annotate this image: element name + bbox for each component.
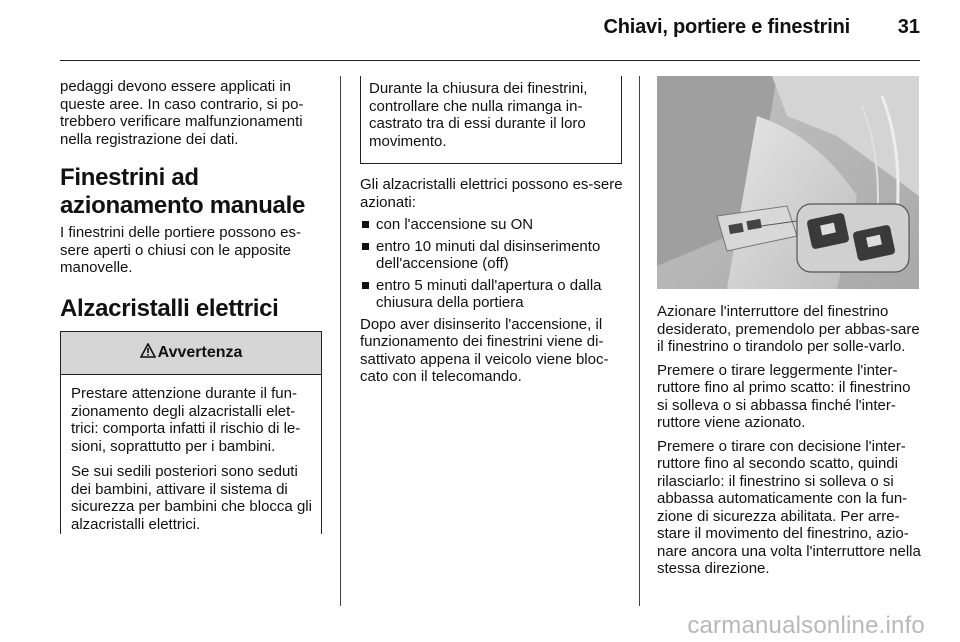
list-item: entro 10 minuti dal disinserimento dell'accensione (off) bbox=[360, 238, 626, 273]
warning-paragraph-2: Se sui sedili posteriori sono seduti dei bambini, attivare il sistema di sicurezza per bambini che blocca gli alzacristalli elettrici. bbox=[71, 463, 312, 533]
caution-text: Durante la chiusura dei finestrini, controllare che nulla rimanga in-castrato tra di essi durante il loro movimento. bbox=[369, 80, 588, 150]
activation-conditions-list bbox=[360, 216, 626, 312]
warning-title: Avvertenza bbox=[157, 344, 243, 361]
list-item: con l'accensione su ON bbox=[360, 216, 626, 234]
warning-box bbox=[60, 331, 322, 534]
warning-paragraph-1: Prestare attenzione durante il fun-zionamento degli alzacristalli elet-trici: comporta infatti il rischio di le-sioni, soprattutto per i bambini. bbox=[71, 385, 301, 455]
watermark: carmanualsonline.info bbox=[687, 612, 925, 639]
column-3 bbox=[657, 303, 923, 584]
header-title: Chiavi, portiere e finestrini bbox=[603, 16, 850, 38]
column-2 bbox=[360, 176, 626, 392]
heading-manual-windows: Finestrini ad azionamento manuale bbox=[60, 164, 306, 219]
warning-triangle-icon bbox=[140, 343, 156, 363]
instruction-paragraph-3: Premere o tirare con decisione l'inter-ruttore fino al secondo scatto, quindi rilasciarlo: il finestrino si solleva o si abbassa automaticamente con la fun-zione di sicurezza abilitata. Per arre-stare il movimento del finestrino, azio-nare ancora una volta l'interruttore nella stessa direzione. bbox=[657, 437, 921, 577]
column-divider-1 bbox=[340, 76, 341, 606]
instruction-paragraph-1: Azionare l'interruttore del finestrino desiderato, premendolo per abbas-sare il finestrino o tirandolo per solle-varlo. bbox=[657, 303, 920, 355]
warning-body bbox=[61, 375, 321, 533]
instruction-paragraph-2: Premere o tirare leggermente l'inter-ruttore fino al primo scatto: il finestrino si solleva o si abbassa finché l'inter-ruttore viene azionato. bbox=[657, 361, 911, 431]
header-rule bbox=[60, 60, 920, 61]
column-divider-2 bbox=[639, 76, 640, 606]
warning-header bbox=[61, 331, 321, 375]
heading-electric-windows: Alzacristalli elettrici bbox=[60, 294, 279, 322]
lead-paragraph: Gli alzacristalli elettrici possono es-sere azionati: bbox=[360, 176, 623, 211]
window-switch-illustration bbox=[657, 76, 919, 289]
page-number: 31 bbox=[897, 16, 920, 38]
after-paragraph: Dopo aver disinserito l'accensione, il funzionamento dei finestrini viene di-sattivato appena il veicolo viene bloc-cato con il telecomando. bbox=[360, 315, 609, 385]
list-item: entro 5 minuti dall'apertura o dalla chiusura della portiera bbox=[360, 277, 626, 312]
column-1 bbox=[60, 78, 326, 323]
caution-box bbox=[360, 76, 622, 164]
manual-windows-text: I finestrini delle portiere possono es-sere aperti o chiusi con le apposite manovelle. bbox=[60, 224, 301, 276]
intro-paragraph: pedaggi devono essere applicati in queste aree. In caso contrario, si po-trebbero verificare malfunzionamenti nella registrazione dei dati. bbox=[60, 78, 304, 148]
